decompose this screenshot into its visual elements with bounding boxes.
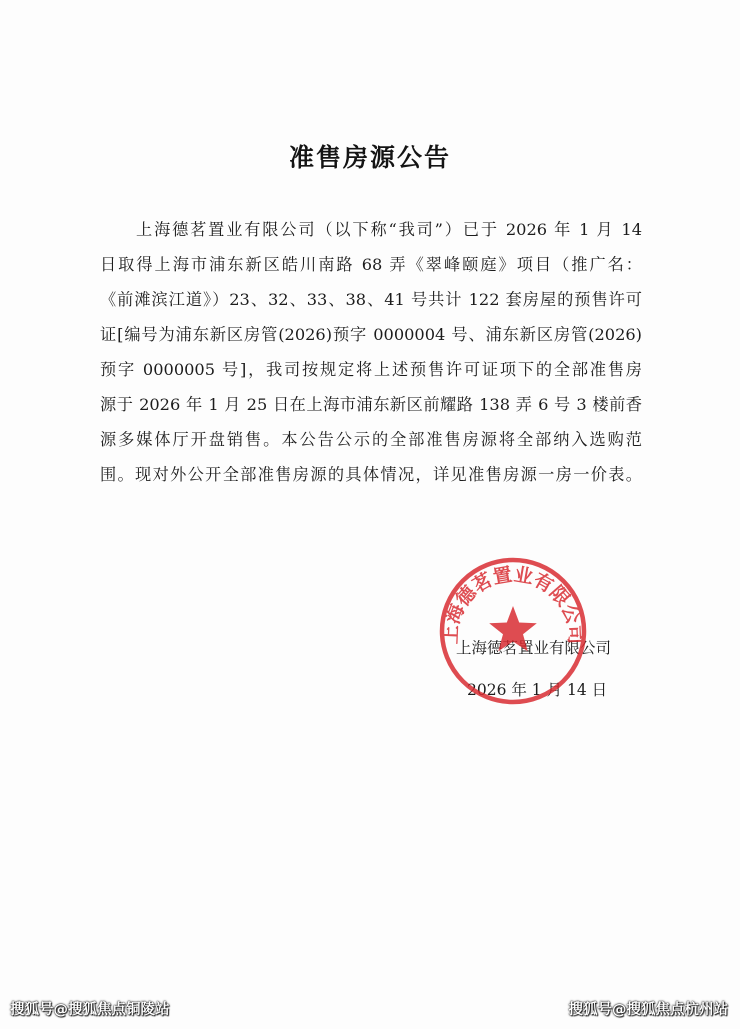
body-line-3: 《前滩滨江道》）23、32、33、38、41 号共计 122 套房屋的预售许可 <box>100 290 642 309</box>
announcement-body <box>100 212 642 492</box>
body-line-1: 上海德茗置业有限公司（以下称“我司”）已于 2026 年 1 月 14 <box>100 220 642 239</box>
body-line-6: 源于 2026 年 1 月 25 日在上海市浦东新区前耀路 138 弄 6 号 3 楼前香 <box>100 395 642 414</box>
seal-text: 上海德茗置业有限公司 <box>439 563 587 645</box>
body-line-2: 日取得上海市浦东新区皓川南路 68 弄《翠峰颐庭》项目（推广名： <box>100 255 642 274</box>
seal-star-icon <box>489 606 537 651</box>
signature-date: 2026 年 1 月 14 日 <box>467 681 608 699</box>
body-line-4: 证[编号为浦东新区房管(2026)预字 0000004 号、浦东新区房管(2026) <box>100 325 642 344</box>
body-line-5: 预字 0000005 号]，我司按规定将上述预售许可证项下的全部准售房 <box>100 360 642 379</box>
watermark-left: 搜狐号@搜狐焦点铜陵站 <box>10 1002 170 1018</box>
body-line-8: 围。现对外公开全部准售房源的具体情况，详见准售房源一房一价表。 <box>100 465 642 484</box>
company-seal-icon <box>438 556 588 706</box>
signature-company: 上海德茗置业有限公司 <box>456 639 612 657</box>
body-line-7: 源多媒体厅开盘销售。本公告公示的全部准售房源将全部纳入选购范 <box>100 430 642 449</box>
watermark-right: 搜狐号@搜狐焦点杭州站 <box>568 1002 728 1018</box>
document-title: 准售房源公告 <box>288 143 451 172</box>
